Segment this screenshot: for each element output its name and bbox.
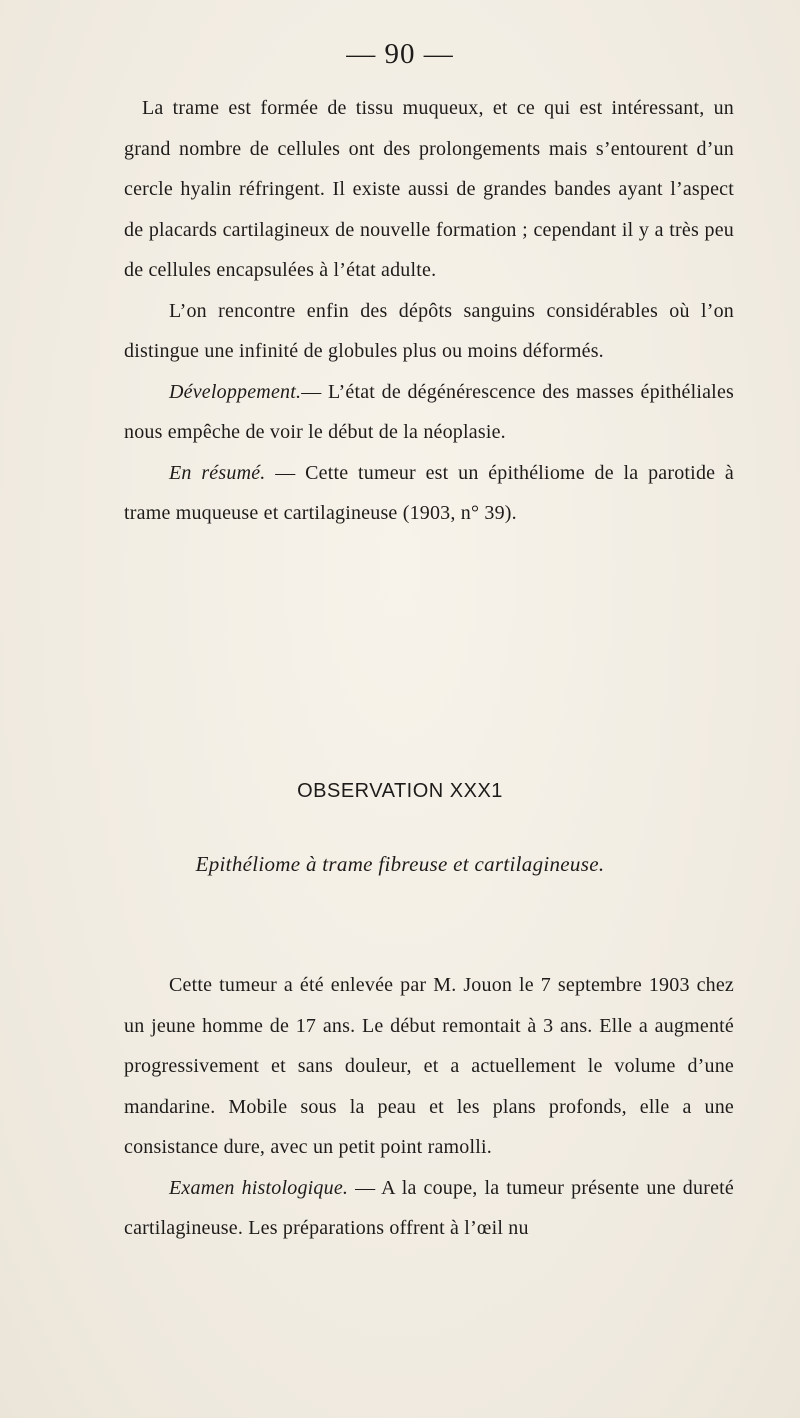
- paragraph-examen: [124, 1168, 734, 1249]
- paragraph-examen-text: — A la coupe, la tumeur présente une dureté cartilagineuse. Les préparations offrent à l’œil nu: [124, 1176, 734, 1239]
- paragraph-depots: L’on rencontre enfin des dépôts sanguins considérables où l’on distingue une infinité de globules plus ou moins déformés.: [124, 299, 734, 362]
- paragraph-developpement-text: — L’état de dégénérescence des masses épithéliales nous empêche de voir le début de la néoplasie.: [124, 380, 734, 443]
- text-block-top: [124, 88, 734, 534]
- paragraph-resume: [124, 453, 734, 534]
- observation-heading: OBSERVATION XXX1: [297, 780, 503, 802]
- section-label-resume: En résumé.: [169, 461, 266, 484]
- paragraph-tumeur: Cette tumeur a été enlevée par M. Jouon le 7 septembre 1903 chez un jeune homme de 17 ans. Le début remontait à 3 ans. Elle a augmenté progressivement et sans douleur, et a actuellement le volume d’une mandarine. Mobile sous la peau et les plans profonds, elle a une consistance dure, avec un petit point ramolli.: [124, 974, 734, 1158]
- paragraph-trame: La trame est formée de tissu muqueux, et ce qui est intéressant, un grand nombre de cellules ont des prolongements mais s’entourent d’un cercle hyalin réfringent. Il existe aussi de grandes bandes ayant l’aspect de placards cartilagineux de nouvelle formation ; cependant il y a très peu de cellules encapsulées à l’état adulte.: [124, 97, 734, 281]
- section-label-developpement: Développement.: [169, 380, 302, 403]
- observation-subtitle: Epithéliome à trame fibreuse et cartilagineuse.: [195, 852, 605, 876]
- paragraph-developpement: [124, 372, 734, 453]
- text-block-bottom: [124, 965, 734, 1249]
- section-label-examen: Examen histologique.: [169, 1176, 349, 1199]
- paragraph-resume-text: — Cette tumeur est un épithéliome de la parotide à trame muqueuse et cartilagineuse (1903, n° 39).: [124, 461, 735, 524]
- page-number: — 90 —: [346, 38, 454, 70]
